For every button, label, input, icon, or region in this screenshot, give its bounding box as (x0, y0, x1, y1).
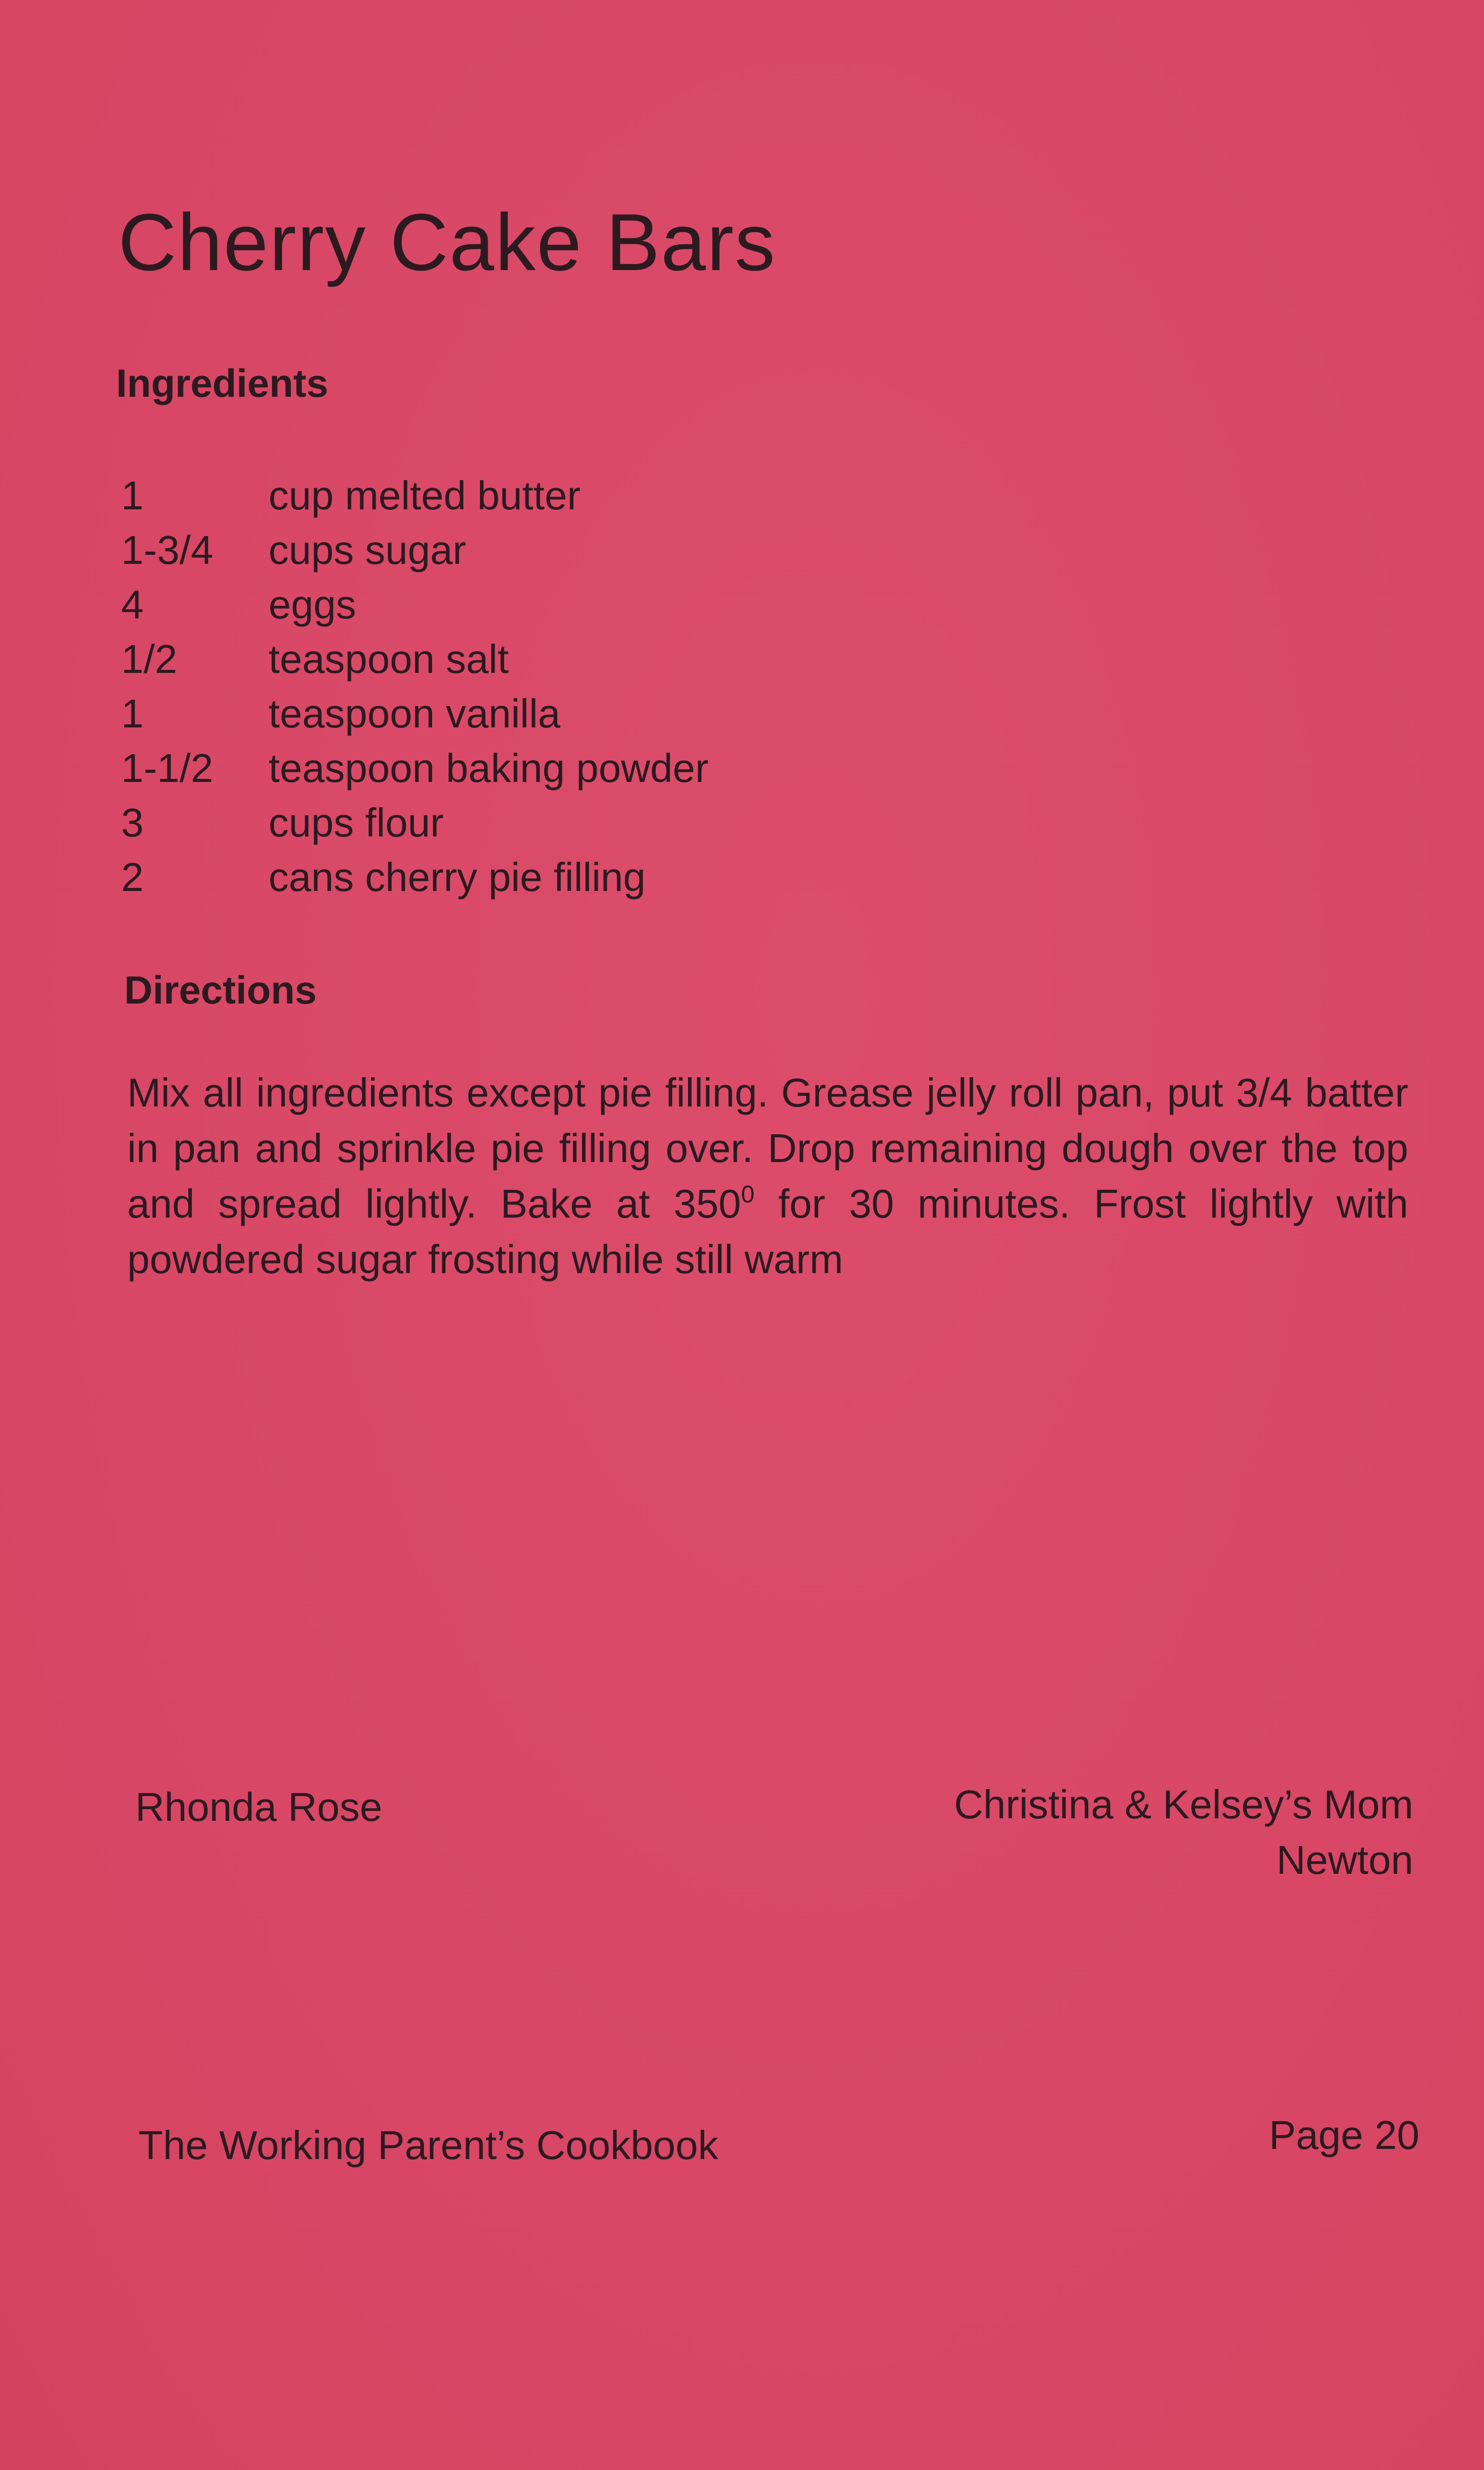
ingredient-item: cups sugar (269, 528, 466, 572)
directions-text (127, 1065, 1408, 1287)
ingredient-row (121, 850, 709, 905)
ingredient-quantity: 1-3/4 (121, 528, 214, 572)
ingredient-item: teaspoon baking powder (269, 746, 709, 791)
ingredient-quantity: 1/2 (121, 637, 178, 681)
ingredient-row (121, 796, 709, 850)
ingredient-row (121, 687, 709, 741)
footer-book-title: The Working Parent’s Cookbook (138, 2123, 718, 2168)
ingredient-quantity: 1 (121, 691, 144, 736)
ingredient-item: cans cherry pie filling (269, 855, 646, 900)
ingredient-quantity: 3 (121, 800, 144, 845)
ingredient-item: teaspoon vanilla (269, 691, 561, 736)
ingredient-item: eggs (269, 582, 356, 627)
contributor-attribution (954, 1777, 1413, 1888)
footer-page-number: Page 20 (1268, 2113, 1419, 2158)
directions-heading: Directions (124, 968, 317, 1012)
ingredients-heading: Ingredients (116, 361, 329, 405)
ingredient-row (121, 741, 709, 796)
directions-part-1: Mix all ingredients except pie filling. Grease jelly roll pan, put 3/4 batter in pan and sprinkle pie filling over. Drop remaining dough over the top and spread lightly. Bake at 350 (127, 1070, 1408, 1226)
ingredients-list (121, 468, 709, 905)
ingredient-quantity: 4 (121, 582, 144, 627)
contributor-relation: Christina & Kelsey’s Mom (954, 1782, 1413, 1827)
directions-part-2: for 30 minutes. Frost lightly with powdered sugar frosting while still warm (127, 1181, 1409, 1282)
ingredient-quantity: 1 (121, 473, 144, 518)
ingredient-item: cups flour (269, 800, 444, 845)
ingredient-row (121, 577, 709, 632)
contributor-name: Rhonda Rose (135, 1784, 383, 1829)
ingredient-item: cup melted butter (269, 473, 581, 518)
ingredient-item: teaspoon salt (269, 637, 509, 681)
ingredient-quantity: 2 (121, 855, 144, 900)
ingredient-quantity: 1-1/2 (121, 746, 214, 791)
ingredient-row (121, 468, 709, 523)
degree-mark: 0 (741, 1181, 755, 1208)
ingredient-row (121, 523, 709, 577)
contributor-town: Newton (1276, 1837, 1413, 1882)
recipe-title: Cherry Cake Bars (118, 197, 776, 287)
ingredient-row (121, 632, 709, 687)
